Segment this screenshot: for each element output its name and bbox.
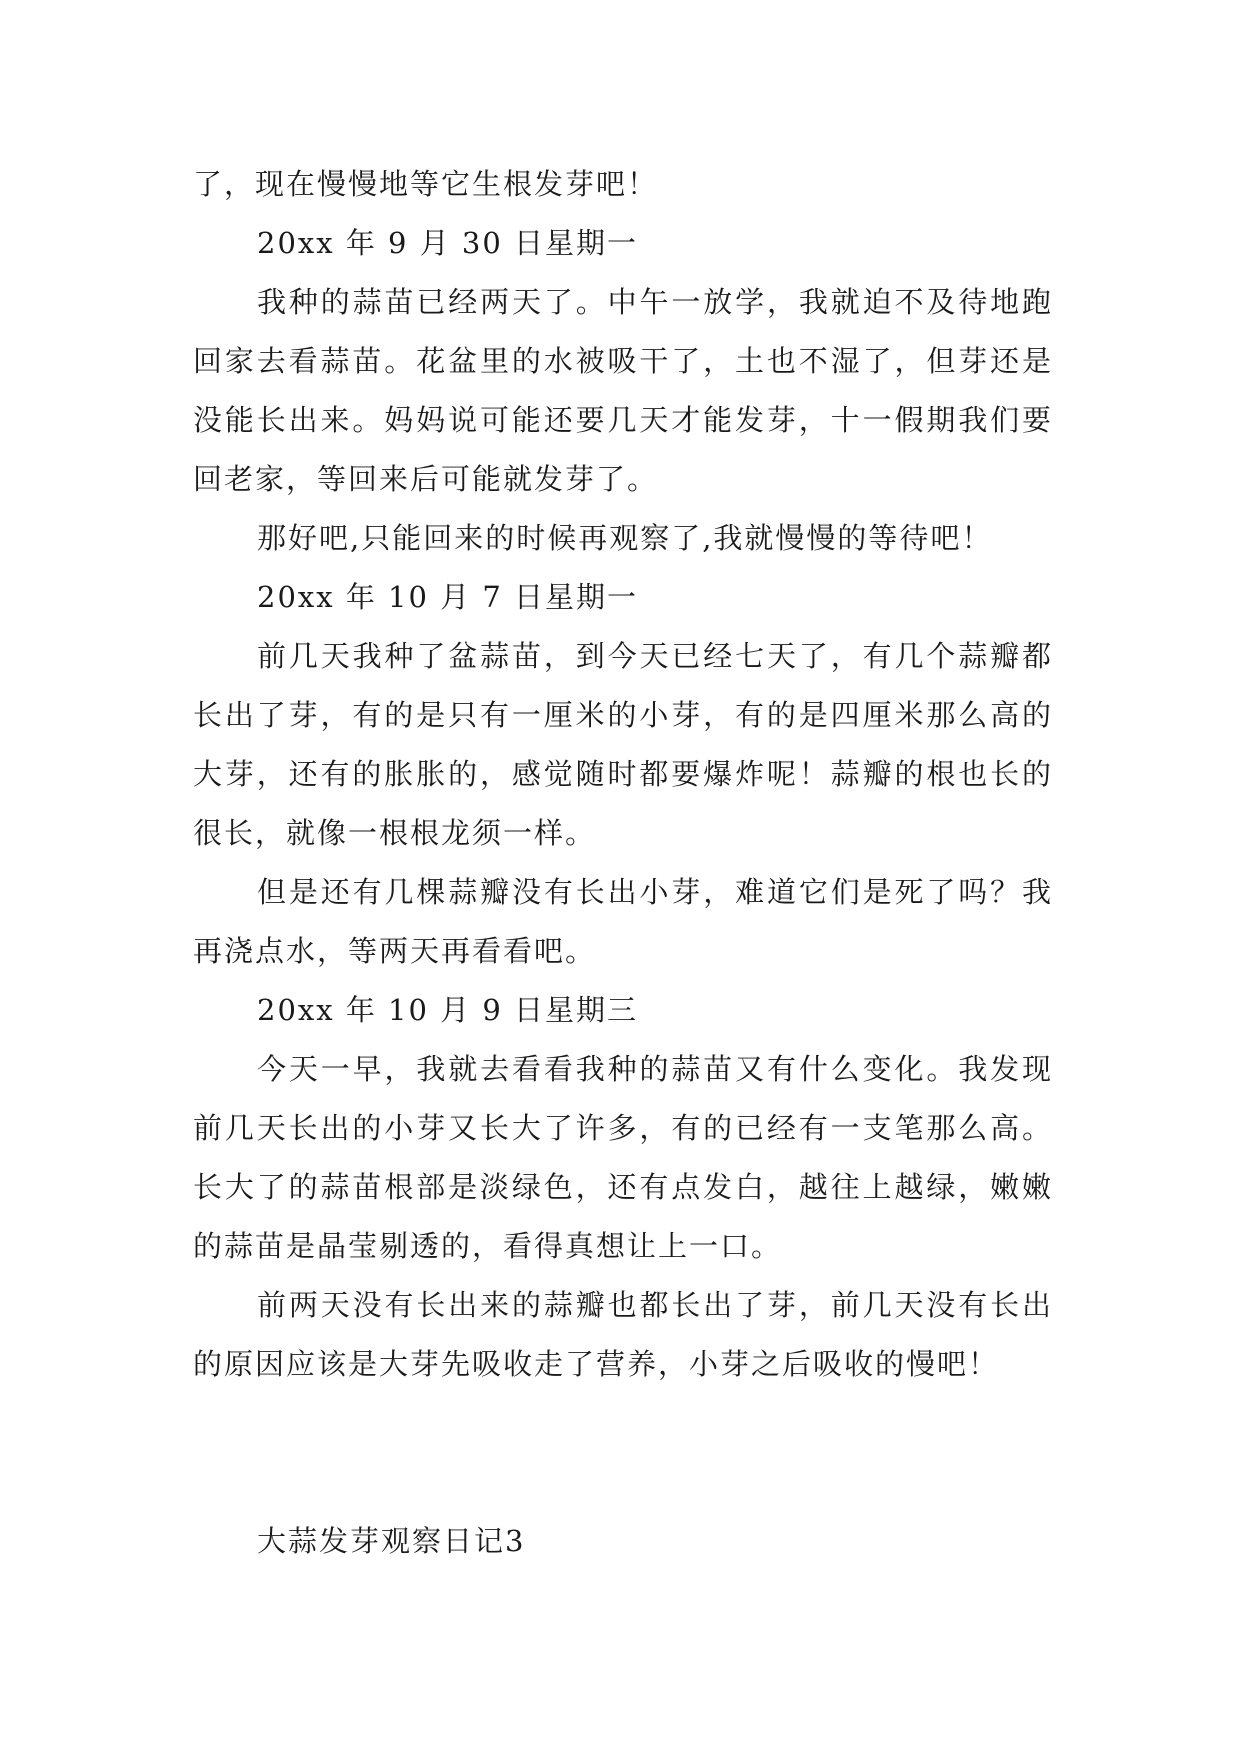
paragraph: 前几天我种了盆蒜苗，到今天已经七天了，有几个蒜瓣都长出了芽，有的是只有一厘米的小芽，有的是四厘米那么高的大芽，还有的胀胀的，感觉随时都要爆炸呢！蒜瓣的根也长的很长，就像一根根龙须一样。 bbox=[193, 639, 1053, 850]
paragraph-continuation: 了，现在慢慢地等它生根发芽吧！ bbox=[193, 167, 659, 201]
paragraph: 今天一早，我就去看看我种的蒜苗又有什么变化。我发现前几天长出的小芽又长大了许多，有的已经有一支笔那么高。长大了的蒜苗根部是淡绿色，还有点发白，越往上越绿，嫩嫩的蒜苗是晶莹剔透的，看得真想让上一口。 bbox=[193, 1052, 1053, 1263]
section-heading: 大蒜发芽观察日记3 bbox=[257, 1524, 526, 1558]
diary-date: 20xx 年 10 月 9 日星期三 bbox=[257, 993, 639, 1027]
paragraph: 但是还有几棵蒜瓣没有长出小芽，难道它们是死了吗？我再浇点水，等两天再看看吧。 bbox=[193, 875, 1053, 968]
paragraph: 那好吧,只能回来的时候再观察了,我就慢慢的等待吧！ bbox=[257, 521, 993, 555]
document-body bbox=[193, 155, 1053, 1571]
section-gap bbox=[193, 1394, 1053, 1512]
paragraph: 我种的蒜苗已经两天了。中午一放学，我就迫不及待地跑回家去看蒜苗。花盆里的水被吸干了，土也不湿了，但芽还是没能长出来。妈妈说可能还要几天才能发芽，十一假期我们要回老家，等回来后可能就发芽了。 bbox=[193, 285, 1053, 496]
diary-date: 20xx 年 10 月 7 日星期一 bbox=[257, 580, 639, 614]
diary-date: 20xx 年 9 月 30 日星期一 bbox=[257, 226, 639, 260]
paragraph: 前两天没有长出来的蒜瓣也都长出了芽，前几天没有长出的原因应该是大芽先吸收走了营养，小芽之后吸收的慢吧！ bbox=[193, 1288, 1053, 1381]
